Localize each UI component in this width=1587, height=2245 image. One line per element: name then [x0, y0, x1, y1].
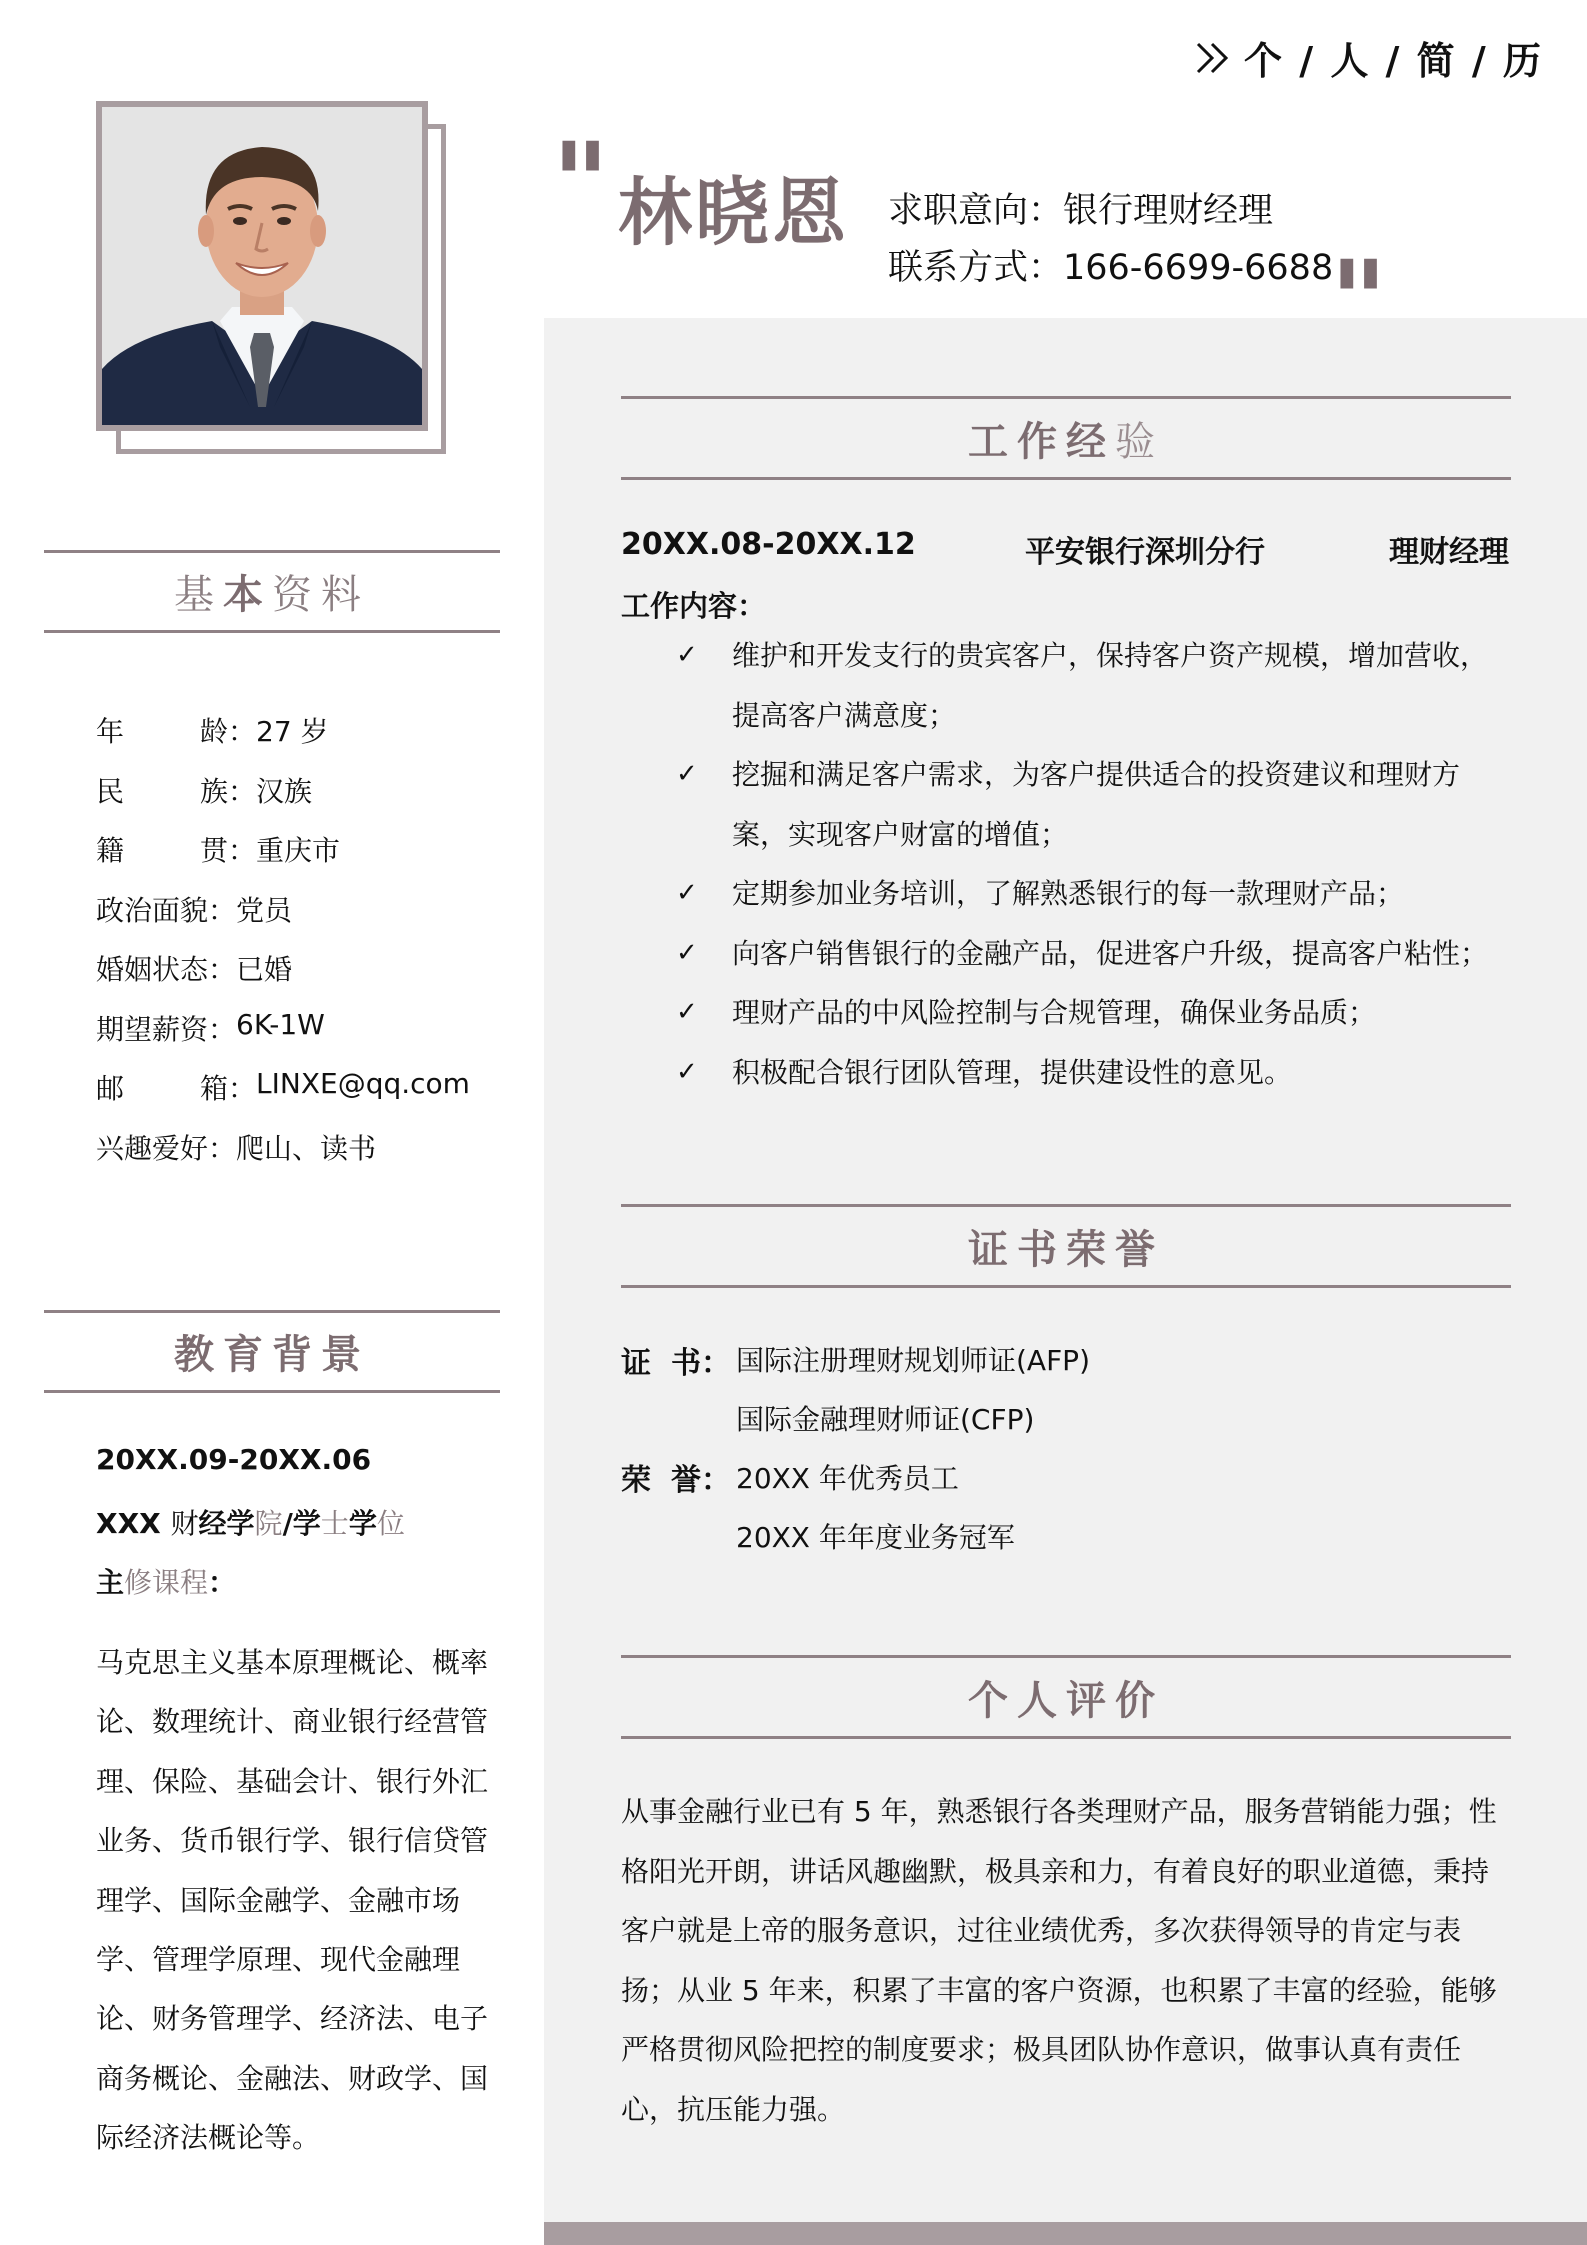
basic-info-value: 爬山、读书 — [236, 1131, 377, 1165]
education-header: 教育背景 — [44, 1310, 500, 1393]
education-school — [96, 1502, 405, 1542]
basic-info-key — [96, 829, 228, 869]
cert-label-part: 证 — [621, 1346, 651, 1381]
basic-info-value: 党员 — [236, 893, 293, 927]
basic-info-key-part: 族 — [199, 774, 228, 808]
basic-title-part: 本 — [223, 572, 272, 618]
check-icon: ✓ — [676, 1056, 698, 1087]
basic-info-key — [96, 1008, 208, 1048]
evaluation-text: 从事金融行业已有 5 年，熟悉银行各类理财产品，服务营销能力强；性格阳光开朗，讲话风趣幽默，极具亲和力，有着良好的职业道德，秉持客户就是上帝的服务意识，过往业绩优秀，多次获得领导的肯定与表扬；从业 5 年来，积累了丰富的客户资源，也积累了丰富的经验，能够严格贯彻风险把控的制度要求；极具团队协作意识，做事认真有责任心，抗压能力强。 — [621, 1795, 1497, 2126]
cert-label — [621, 1338, 731, 1382]
candidate-name: 林晓恩 — [618, 170, 849, 256]
basic-info-row — [96, 710, 329, 750]
resume-label-text: 个 / 人 / 简 / 历 — [1243, 39, 1543, 83]
basic-info-row — [96, 1127, 376, 1167]
honor-label-part: 荣 — [621, 1463, 651, 1498]
school-part: 士 — [320, 1507, 349, 1540]
school-part: 财 — [170, 1507, 199, 1540]
duty-item — [621, 626, 1511, 745]
school-part: 学 — [348, 1507, 377, 1540]
courses-label-part: ： — [208, 1566, 237, 1599]
basic-info-key — [96, 948, 208, 988]
basic-title-part: 基 — [174, 572, 223, 618]
work-title-part: 工作经 — [968, 418, 1115, 465]
check-icon: ✓ — [676, 878, 698, 908]
duty-text: 积极配合银行团队管理，提供建设性的意见。 — [732, 1055, 1293, 1089]
duty-item — [621, 864, 1511, 924]
cert-item: 国际金融理财师证(CFP) — [736, 1403, 1035, 1436]
basic-info-key — [96, 889, 208, 929]
colon: ： — [208, 953, 237, 986]
check-icon: ✓ — [676, 937, 698, 968]
work-title-part: 验 — [1115, 418, 1164, 465]
basic-info-value: 汉族 — [256, 774, 313, 808]
avatar — [96, 101, 428, 431]
basic-info-row — [96, 770, 312, 810]
duty-text: 挖掘和满足客户需求，为客户提供适合的投资建议和理财方案，实现客户财富的增值； — [732, 758, 1461, 851]
basic-info-key-part: 邮 — [96, 1072, 125, 1105]
education-dates: 20XX.09-20XX.06 — [96, 1443, 372, 1476]
colon: ： — [228, 1072, 257, 1105]
school-part: 院 — [254, 1507, 283, 1540]
basic-info-key-part: 年 — [96, 715, 125, 748]
colon: ： — [208, 893, 237, 927]
basic-info-key-part: 贯 — [199, 834, 228, 867]
basic-info-value: 已婚 — [236, 953, 293, 986]
duty-item — [621, 1043, 1511, 1103]
basic-info-row — [96, 948, 292, 988]
honor-item: 20XX 年优秀员工 — [736, 1462, 959, 1495]
duty-item — [621, 924, 1511, 984]
close-quote-icon: " — [1330, 236, 1388, 365]
duty-text: 定期参加业务培训，了解熟悉银行的每一款理财产品； — [732, 877, 1405, 910]
school-part: 经学 — [198, 1507, 255, 1540]
colon: ： — [228, 715, 257, 748]
basic-info-key-part: 龄 — [199, 715, 228, 748]
basic-info-row — [96, 1008, 325, 1048]
resume-label — [1194, 30, 1543, 85]
basic-info-key-part: 期望薪资 — [96, 1012, 209, 1046]
basic-info-key-part: 箱 — [199, 1072, 228, 1105]
cert-label-part: 书： — [671, 1346, 731, 1381]
certs-header: 证书荣誉 — [621, 1204, 1511, 1288]
cert-item: 国际注册理财规划师证(AFP) — [736, 1344, 1090, 1377]
basic-info-key-part: 政治面貌 — [96, 893, 209, 927]
duty-item — [621, 745, 1511, 864]
basic-info-value: 6K-1W — [236, 1007, 325, 1041]
basic-info-key-part: 兴趣爱好 — [96, 1131, 209, 1165]
check-icon: ✓ — [676, 759, 698, 789]
courses-text: 马克思主义基本原理概论、概率论、数理统计、商业银行经营管理、保险、基础会计、银行外汇业务、货币银行学、银行信贷管理学、国际金融学、金融市场学、管理学原理、现代金融理论、财务管理学、经济法、电子商务概论、金融法、财政学、国际经济法概论等。 — [96, 1646, 489, 2155]
check-icon: ✓ — [676, 640, 698, 670]
basic-info-key — [96, 710, 228, 750]
duty-item — [621, 983, 1511, 1043]
bottom-bar — [544, 2222, 1587, 2245]
school-part: XXX — [96, 1507, 171, 1540]
basic-info-key — [96, 770, 228, 810]
duty-text: 向客户销售银行的金融产品，促进客户升级，提高客户粘性； — [732, 936, 1489, 970]
basic-info-row — [96, 829, 340, 869]
courses-label — [96, 1561, 236, 1601]
basic-info-key-part: 婚姻状态 — [96, 953, 209, 986]
evaluation-header: 个人评价 — [621, 1655, 1511, 1739]
open-quote-icon: " — [552, 118, 610, 247]
courses-label-part: 修课程 — [124, 1566, 209, 1599]
job-intent: 求职意向：银行理财经理 — [888, 191, 1274, 231]
school-part: 位 — [376, 1507, 405, 1540]
courses-label-part: 主 — [96, 1566, 125, 1599]
work-date: 20XX.08-20XX.12 — [621, 527, 916, 562]
basic-info-key-part: 籍 — [96, 834, 125, 867]
basic-info-row — [96, 889, 292, 929]
colon: ： — [228, 834, 257, 867]
duty-text: 理财产品的中风险控制与合规管理，确保业务品质； — [732, 996, 1377, 1029]
honor-item: 20XX 年年度业务冠军 — [736, 1521, 1015, 1554]
basic-info-value: 27 岁 — [256, 715, 329, 748]
duty-text: 维护和开发支行的贵宾客户，保持客户资产规模，增加营收，提高客户满意度； — [732, 639, 1489, 732]
basic-info-row — [96, 1067, 470, 1107]
school-part: /学 — [282, 1507, 321, 1540]
basic-info-value: LINXE@qq.com — [256, 1067, 470, 1100]
honor-label — [621, 1455, 731, 1499]
colon: ： — [208, 1131, 237, 1165]
basic-info-header — [44, 550, 500, 633]
colon: ： — [228, 774, 257, 808]
check-icon: ✓ — [676, 997, 698, 1027]
colon: ： — [208, 1012, 237, 1046]
duty-list — [621, 626, 1511, 1102]
basic-title-part: 资料 — [272, 572, 370, 618]
basic-info-key — [96, 1067, 228, 1107]
work-content-label: 工作内容： — [621, 589, 767, 623]
basic-info-value: 重庆市 — [256, 834, 341, 867]
work-company: 平安银行深圳分行 — [1025, 535, 1265, 570]
double-chevron-icon — [1194, 40, 1234, 76]
work-position: 理财经理 — [1389, 535, 1509, 570]
basic-info-key — [96, 1127, 208, 1167]
work-header — [621, 396, 1511, 480]
basic-info-key-part: 民 — [96, 774, 125, 808]
honor-label-part: 誉： — [671, 1463, 731, 1498]
contact-info: 联系方式：166-6699-6688 — [888, 248, 1334, 288]
portrait-image — [102, 107, 422, 425]
